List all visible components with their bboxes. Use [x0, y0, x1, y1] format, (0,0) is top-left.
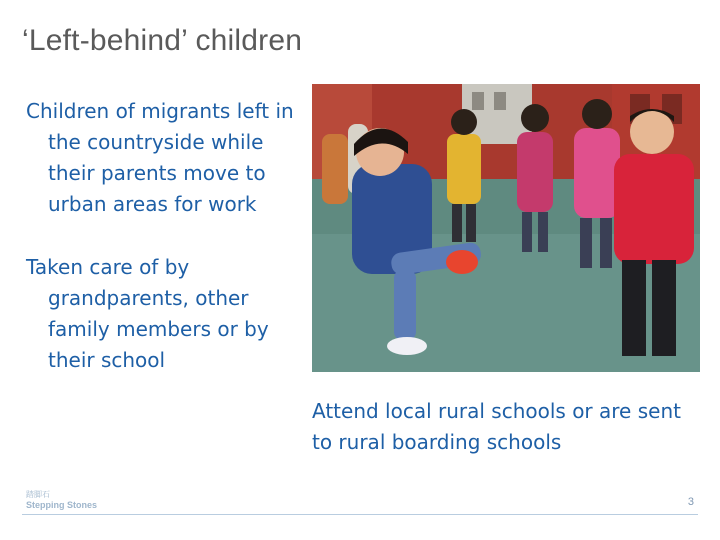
page-number: 3	[687, 496, 694, 508]
bullet-list	[26, 96, 296, 376]
bullet-item: Taken care of by grandparents, other family members or by their school	[26, 255, 269, 372]
slide-title: ‘Left-behind’ children	[22, 24, 303, 57]
photo-children-playing-icon	[312, 84, 700, 372]
logo-english-text: Stepping Stones	[26, 500, 98, 510]
stepping-stones-logo	[26, 490, 97, 511]
bullet-item: Children of migrants left in the countryside while their parents move to urban areas for work	[26, 99, 294, 216]
logo-chinese-text: 踏脚石	[26, 490, 50, 499]
photo-caption: Attend local rural schools or are sent to rural boarding schools	[312, 399, 681, 454]
footer-divider	[22, 514, 698, 515]
children-photo	[312, 84, 700, 372]
